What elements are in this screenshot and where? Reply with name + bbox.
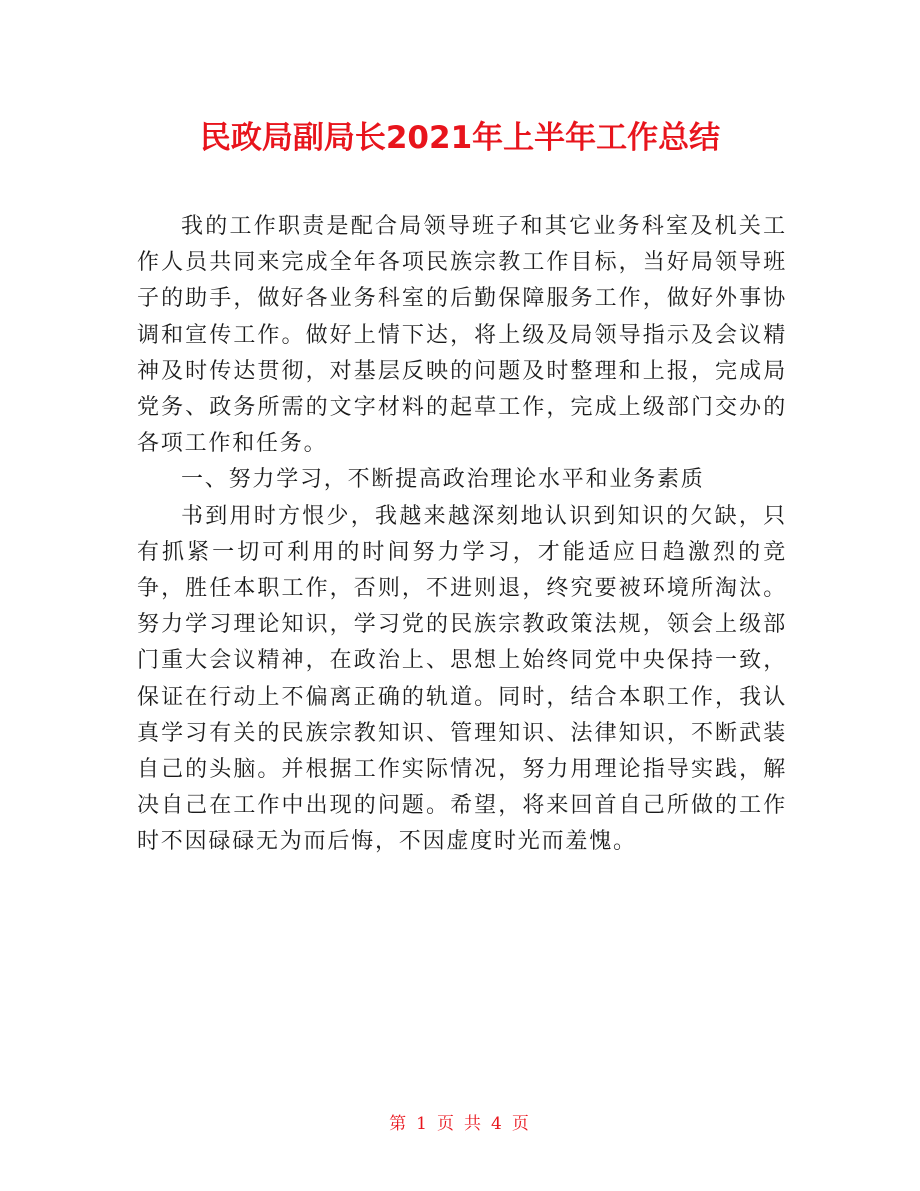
footer-page-word: 页 bbox=[437, 1114, 456, 1134]
footer-suffix: 页 bbox=[511, 1114, 531, 1134]
page-footer bbox=[0, 1112, 920, 1136]
section-heading-study: 一、努力学习，不断提高政治理论水平和业务素质 bbox=[181, 467, 705, 493]
footer-total-pages: 4 bbox=[491, 1114, 504, 1134]
paragraph-duties: 我的工作职责是配合局领导班子和其它业务科室及机关工作人员共同来完成全年各项民族宗教工作目标，当好局领导班子的助手，做好各业务科室的后勤保障服务工作，做好外事协调和宣传工作。做好上情下达，将上级及局领导指示及会议精神及时传达贯彻，对基层反映的问题及时整理和上报，完成局党务、政务所需的文字材料的起草工作，完成上级部门交办的各项工作和任务。 bbox=[137, 214, 787, 457]
footer-total-word: 共 bbox=[464, 1114, 483, 1134]
document-title: 民政局副局长2021年上半年工作总结 bbox=[199, 120, 721, 156]
document-body bbox=[137, 209, 787, 861]
footer-prefix: 第 bbox=[389, 1114, 409, 1134]
paragraph-study: 书到用时方恨少，我越来越深刻地认识到知识的欠缺，只有抓紧一切可利用的时间努力学习，才能适应日趋激烈的竞争，胜任本职工作，否则，不进则退，终究要被环境所淘汰。努力学习理论知识，学习党的民族宗教政策法规，领会上级部门重大会议精神，在政治上、思想上始终同党中央保持一致，保证在行动上不偏离正确的轨道。同时，结合本职工作，我认真学习有关的民族宗教知识、管理知识、法律知识，不断武装自己的头脑。并根据工作实际情况，努力用理论指导实践，解决自己在工作中出现的问题。希望，将来回首自己所做的工作时不因碌碌无为而后悔，不因虚度时光而羞愧。 bbox=[137, 503, 787, 855]
footer-current-page: 1 bbox=[416, 1114, 429, 1134]
